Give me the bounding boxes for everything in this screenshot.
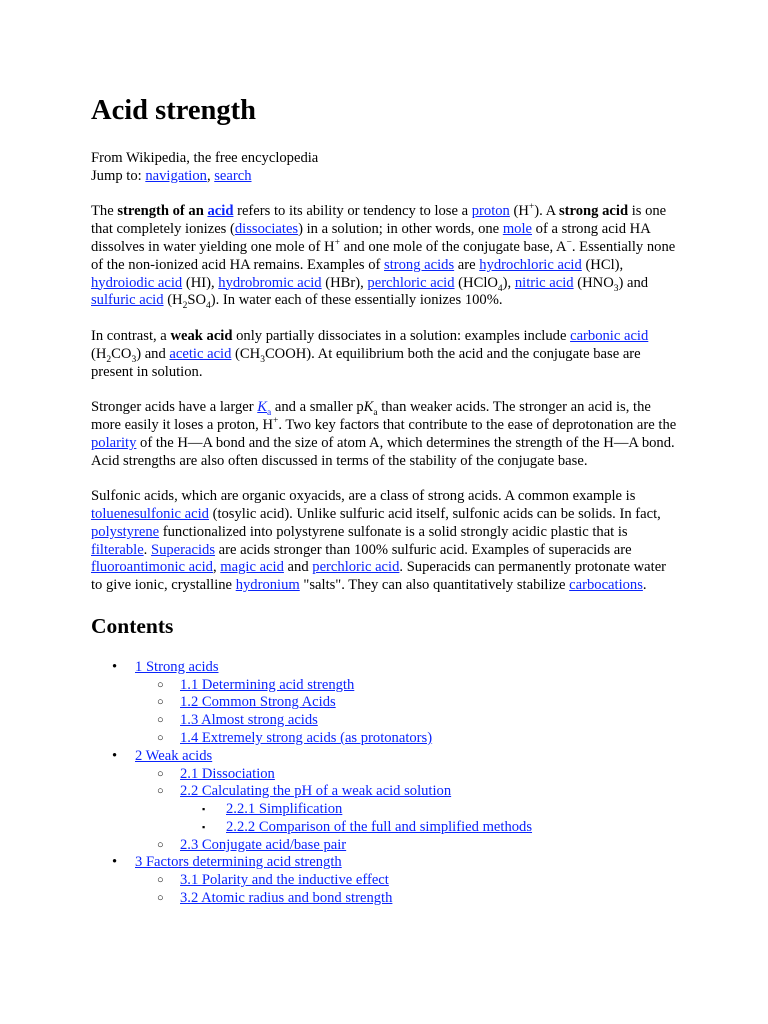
toc-bullet-icon: • [112, 658, 118, 675]
link-dissociates[interactable]: dissociates [234, 221, 299, 238]
toc-link[interactable]: 3.1 Polarity and the inductive effect [180, 872, 389, 889]
toc-link[interactable]: 3.2 Atomic radius and bond strength [180, 890, 393, 907]
link-strong-acids[interactable]: strong acids [384, 256, 455, 273]
toc-link[interactable]: 2.2.1 Simplification [226, 801, 343, 818]
toc-item [91, 712, 681, 730]
toc-item [91, 730, 681, 748]
toc-item [91, 801, 681, 819]
toc-bullet-icon: ○ [157, 678, 164, 691]
link-perchloric-acid-2[interactable]: perchloric acid [312, 559, 400, 576]
link-polystyrene[interactable]: polystyrene [91, 523, 160, 540]
site-subtitle: From Wikipedia, the free encyclopedia [91, 150, 319, 166]
toc-item [91, 748, 681, 766]
strength-factors-paragraph: Stronger acids have a larger $K_a$ and a smaller $pK_a$ than weaker acids. The stronger an acid is, the more easily it loses a proton, H+. Two key factors that contribute to the ease of deprotonation are the polarity of the H—A bond and the size of atom A, which determines the strength of the H—A bond. Acid strengths are also often discussed in terms of the stability of the conjugate base. [91, 399, 677, 469]
toc-link[interactable]: 1.1 Determining acid strength [180, 676, 355, 693]
contents-heading: Contents [91, 613, 174, 638]
toc-item [91, 872, 681, 890]
link-acetic-acid[interactable]: acetic acid [169, 345, 232, 362]
link-mole[interactable]: mole [502, 221, 532, 238]
intro-paragraph: The strength of an acid refers to its ability or tendency to lose a proton (H+). A strong acid is one that completely ionizes (dissociates) in a solution; in other words, one mole of a strong acid HA dissolves in water yielding one mole of H+ and one mole of the conjugate base, A−. Essentially none of the non-ionized acid HA remains. Examples of strong acids are hydrochloric acid (HCl), hydroiodic acid (HI), hydrobromic acid (HBr), perchloric acid (HClO$_4$), nitric acid $(HNO_3)$ and sulfuric acid $(H_2SO_4)$. In water each of these essentially ionizes 100%. [91, 202, 676, 312]
toc-link[interactable]: 2.1 Dissociation [180, 765, 275, 782]
article [91, 94, 681, 908]
link-ka[interactable]: $K_a$ [257, 399, 272, 419]
toc-item [91, 677, 681, 695]
weak-acid-paragraph: In contrast, a weak acid only partially dissociates in a solution: examples include carbonic acid $(H_2CO_3)$ and acetic acid $(CH_3COOH)$. At equilibrium both the acid and the conjugate base are present in solution. [91, 327, 649, 380]
link-hydronium[interactable]: hydronium [235, 577, 300, 594]
toc-link[interactable]: 1.3 Almost strong acids [180, 712, 318, 729]
toc-link[interactable]: 2.3 Conjugate acid/base pair [180, 836, 347, 853]
link-toluenesulfonic-acid[interactable]: toluenesulfonic acid [91, 505, 209, 522]
sulfonic-paragraph: Sulfonic acids, which are organic oxyacids, are a class of strong acids. A common example is toluenesulfonic acid (tosylic acid). Unlike sulfuric acid itself, sulfonic acids can be solids. In fact, polystyrene functionalized into polystyrene sulfonate is a solid strongly acidic plastic that is filterable. Superacids are acids stronger than 100% sulfuric acid. Examples of superacids are fluoroantimonic acid, magic acid and perchloric acid. Superacids can permanently protonate water to give ionic, crystalline hydronium "salts". They can also quantitatively stabilize carbocations. [91, 488, 667, 594]
link-search[interactable]: search [214, 167, 252, 184]
toc-bullet-icon: ▪ [202, 821, 206, 832]
toc-bullet-icon: ○ [157, 838, 164, 851]
toc-bullet-icon: • [112, 854, 118, 871]
toc-bullet-icon: ▪ [202, 804, 206, 815]
toc-link[interactable]: 1.4 Extremely strong acids (as protonators) [180, 729, 433, 746]
toc-link[interactable]: 1.2 Common Strong Acids [180, 694, 336, 711]
link-nitric-acid[interactable]: nitric acid [514, 274, 574, 291]
toc-link[interactable]: 2.2.2 Comparison of the full and simplified methods [226, 818, 533, 835]
toc-link[interactable]: 1 Strong acids [135, 658, 219, 675]
jump-links: Jump to: navigation, search [91, 167, 252, 184]
link-hydroiodic-acid[interactable]: hydroiodic acid [91, 274, 183, 291]
toc-link[interactable]: 2 Weak acids [135, 747, 213, 764]
link-acid[interactable]: acid [207, 203, 234, 220]
link-hydrochloric-acid[interactable]: hydrochloric acid [479, 256, 582, 273]
link-navigation[interactable]: navigation [145, 167, 207, 184]
link-filterable[interactable]: filterable [91, 541, 144, 558]
toc-item [91, 837, 681, 855]
toc-item [91, 694, 681, 712]
toc-bullet-icon: ○ [157, 767, 164, 780]
toc-bullet-icon: ○ [157, 892, 164, 905]
link-proton[interactable]: proton [471, 203, 510, 220]
toc-bullet-icon: ○ [157, 785, 164, 798]
toc-item [91, 819, 681, 837]
page-title: Acid strength [91, 95, 256, 126]
toc-bullet-icon: • [112, 747, 118, 764]
link-magic-acid[interactable]: magic acid [220, 559, 284, 576]
toc-item [91, 659, 681, 677]
toc-link[interactable]: 2.2 Calculating the pH of a weak acid solution [180, 783, 452, 800]
link-sulfuric-acid[interactable]: sulfuric acid [91, 292, 164, 309]
link-superacids[interactable]: Superacids [150, 541, 216, 558]
toc-item [91, 783, 681, 801]
link-fluoroantimonic-acid[interactable]: fluoroantimonic acid [91, 559, 213, 576]
link-carbonic-acid[interactable]: carbonic acid [570, 327, 649, 344]
article-meta [91, 150, 681, 186]
toc-bullet-icon: ○ [157, 874, 164, 887]
link-polarity[interactable]: polarity [91, 434, 137, 451]
toc-item [91, 890, 681, 908]
link-hydrobromic-acid[interactable]: hydrobromic acid [218, 274, 322, 291]
toc-bullet-icon: ○ [157, 696, 164, 709]
toc-item [91, 854, 681, 872]
toc-item [91, 766, 681, 784]
toc-link[interactable]: 3 Factors determining acid strength [135, 854, 342, 871]
link-carbocations[interactable]: carbocations [569, 577, 643, 594]
link-perchloric-acid[interactable]: perchloric acid [367, 274, 455, 291]
toc-bullet-icon: ○ [157, 714, 164, 727]
table-of-contents [91, 659, 681, 908]
toc-bullet-icon: ○ [157, 731, 164, 744]
